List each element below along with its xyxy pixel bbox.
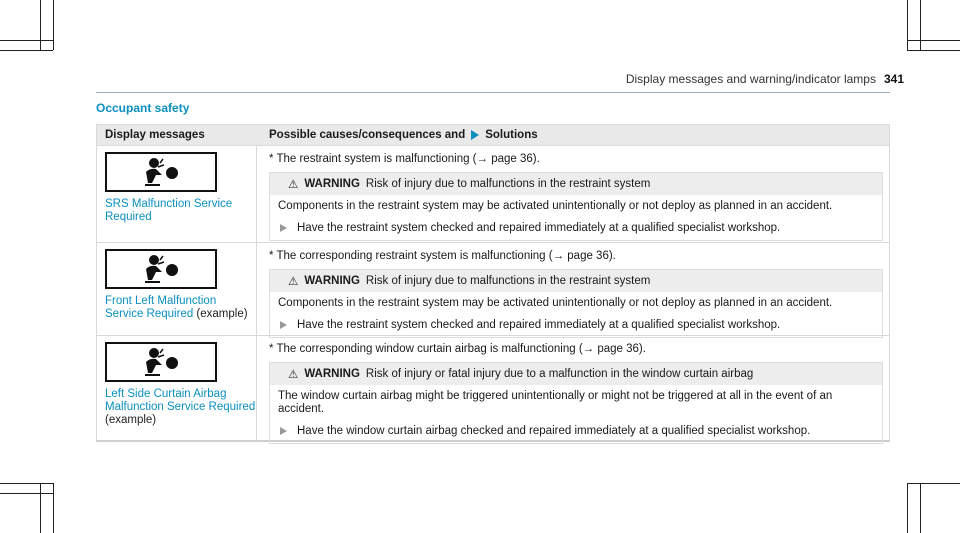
solution-arrow-icon [280, 427, 287, 435]
warning-title: Risk of injury due to malfunctions in the restraint system [365, 275, 651, 287]
warning-text: The window curtain airbag might be triggered unintentionally or might not be triggered at all in the event of an accident. [278, 390, 833, 415]
display-message-text: Front Left Malfunction Service Required [105, 295, 217, 320]
solution-text: Have the restraint system checked and repaired immediately at a qualified specialist workshop. [297, 319, 781, 331]
message-cell [97, 243, 257, 335]
col-header-causes-label: Possible causes/consequences and [269, 129, 466, 141]
crop-mark [40, 483, 41, 533]
solution-line [270, 314, 882, 337]
warning-triangle-icon: ⚠ [288, 276, 299, 288]
warning-triangle-icon: ⚠ [288, 179, 299, 191]
page-number: 341 [883, 72, 904, 86]
crop-mark [53, 0, 54, 50]
message-cell [97, 146, 257, 242]
solution-arrow-icon [471, 130, 479, 140]
cause-cell [257, 243, 889, 335]
col-header-causes [257, 129, 889, 141]
warning-box [269, 269, 883, 338]
crop-mark [0, 493, 53, 494]
warning-label: WARNING [304, 368, 360, 380]
warning-title: Risk of injury or fatal injury due to a malfunction in the window curtain airbag [365, 368, 754, 380]
curtain-airbag-warning-icon [105, 342, 217, 382]
warning-box [269, 362, 883, 444]
solution-text: Have the restraint system checked and repaired immediately at a qualified specialist workshop. [297, 222, 781, 234]
solution-line [270, 217, 882, 240]
crop-mark [907, 483, 908, 533]
crop-mark [907, 483, 960, 484]
warning-text: Components in the restraint system may be activated unintentionally or not deploy as planned in an accident. [278, 297, 833, 309]
table-row [97, 335, 889, 440]
airbag-warning-icon [105, 152, 217, 192]
message-cell [97, 336, 257, 440]
example-note: (example) [105, 414, 157, 426]
cause-cell [257, 336, 889, 440]
header-title: Display messages and warning/indicator lamps [625, 72, 876, 86]
warning-label: WARNING [304, 178, 360, 190]
crop-mark [907, 50, 960, 51]
crop-mark [907, 0, 908, 50]
display-message [105, 388, 256, 427]
warning-label: WARNING [304, 275, 360, 287]
example-note: (example) [196, 308, 248, 320]
warning-text: Components in the restraint system may be activated unintentionally or not deploy as planned in an accident. [278, 200, 833, 212]
crop-mark [53, 483, 54, 533]
solution-line [270, 420, 882, 443]
crop-mark [40, 0, 41, 50]
crop-mark [920, 483, 921, 533]
crop-mark [907, 40, 960, 41]
table-row [97, 242, 889, 335]
cause-text: * The corresponding window curtain airbag is malfunctioning (→ page 36). [269, 343, 646, 355]
warning-title: Risk of injury due to malfunctions in the restraint system [365, 178, 651, 190]
solution-arrow-icon [280, 321, 287, 329]
solution-text: Have the window curtain airbag checked and repaired immediately at a qualified specialist workshop. [297, 425, 811, 437]
display-messages-table [96, 124, 890, 442]
cause-text: * The restraint system is malfunctioning (→ page 36). [269, 153, 540, 165]
warning-triangle-icon: ⚠ [288, 369, 299, 381]
cause-cell [257, 146, 889, 242]
crop-mark [0, 40, 53, 41]
warning-box [269, 172, 883, 241]
solution-arrow-icon [280, 224, 287, 232]
section-title: Occupant safety [96, 101, 190, 115]
airbag-warning-icon [105, 249, 217, 289]
display-message-text: Left Side Curtain Airbag Malfunction Service Required [105, 388, 256, 413]
crop-mark [920, 0, 921, 50]
display-message: SRS Malfunction Service Required [105, 198, 233, 223]
warning-header [270, 363, 882, 385]
crop-mark [0, 50, 53, 51]
header-rule [96, 92, 890, 93]
cause-text: * The corresponding restraint system is malfunctioning (→ page 36). [269, 250, 616, 262]
table-row [97, 145, 889, 242]
warning-header [270, 173, 882, 195]
col-header-solutions-label: Solutions [485, 129, 538, 141]
col-header-messages: Display messages [105, 129, 205, 141]
crop-mark [0, 483, 53, 484]
display-message [105, 295, 256, 321]
table-header [97, 125, 889, 145]
running-header [626, 72, 904, 86]
warning-header [270, 270, 882, 292]
